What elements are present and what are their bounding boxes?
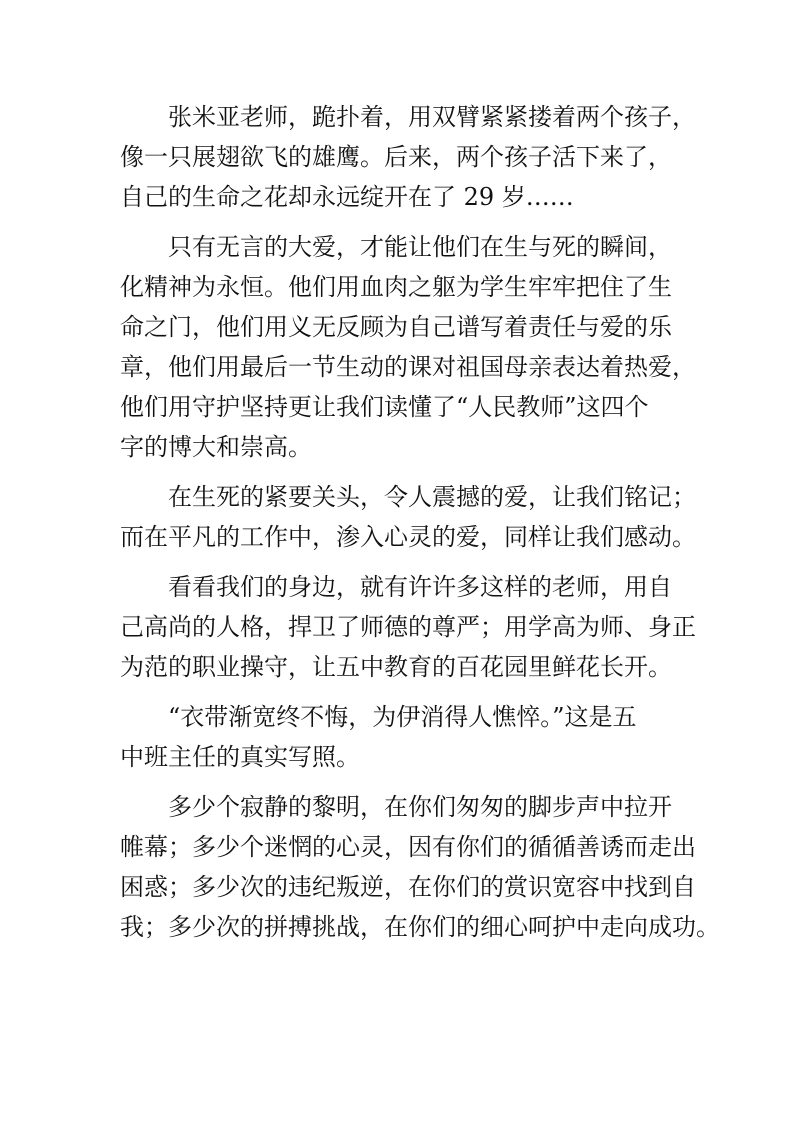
paragraph-line: 化精神为永恒。他们用血肉之躯为学生牢牢把住了生 xyxy=(120,273,672,301)
paragraph-line: 章，他们用最后一节生动的课对祖国母亲表达着热爱， xyxy=(120,353,696,381)
paragraph-line: “衣带渐宽终不悔，为伊消得人憔悴。”这是五 xyxy=(168,703,637,731)
paragraph-line: 我；多少次的拼搏挑战，在你们的细心呵护中走向成功。 xyxy=(120,913,720,941)
document-body xyxy=(120,97,720,957)
paragraph-1 xyxy=(120,97,695,217)
paragraph-line: 看看我们的身边，就有许许多这样的老师，用自 xyxy=(168,573,672,601)
paragraph-line: 困惑；多少次的违纪叛逆，在你们的赏识宽容中找到自 xyxy=(120,873,696,901)
paragraph-line: 己高尚的人格，捍卫了师德的尊严；用学高为师、身正 xyxy=(120,613,696,641)
paragraph-line: 为范的职业操守，让五中教育的百花园里鲜花长开。 xyxy=(120,653,672,681)
paragraph-6 xyxy=(120,787,720,947)
paragraph-4 xyxy=(120,567,695,687)
paragraph-line: 多少个寂静的黎明，在你们匆匆的脚步声中拉开 xyxy=(168,793,672,821)
paragraph-line: 像一只展翅欲飞的雄鹰。后来，两个孩子活下来了， xyxy=(120,143,672,171)
paragraph-line: 中班主任的真实写照。 xyxy=(120,743,360,771)
paragraph-5 xyxy=(120,697,695,777)
paragraph-line: 在生死的紧要关头，令人震撼的爱，让我们铭记； xyxy=(168,483,696,511)
paragraph-line: 命之门，他们用义无反顾为自己谱写着责任与爱的乐 xyxy=(120,313,672,341)
paragraph-line: 只有无言的大爱，才能让他们在生与死的瞬间， xyxy=(168,233,672,261)
paragraph-line: 自己的生命之花却永远绽开在了 29 岁…… xyxy=(120,183,574,211)
paragraph-2 xyxy=(120,227,695,467)
paragraph-line: 帷幕；多少个迷惘的心灵，因有你们的循循善诱而走出 xyxy=(120,833,696,861)
paragraph-line: 字的博大和崇高。 xyxy=(120,433,312,461)
paragraph-3 xyxy=(120,477,695,557)
paragraph-line: 而在平凡的工作中，渗入心灵的爱，同样让我们感动。 xyxy=(120,523,696,551)
paragraph-line: 他们用守护坚持更让我们读懂了“人民教师”这四个 xyxy=(120,393,649,421)
paragraph-line: 张米亚老师，跪扑着，用双臂紧紧搂着两个孩子， xyxy=(168,103,696,131)
